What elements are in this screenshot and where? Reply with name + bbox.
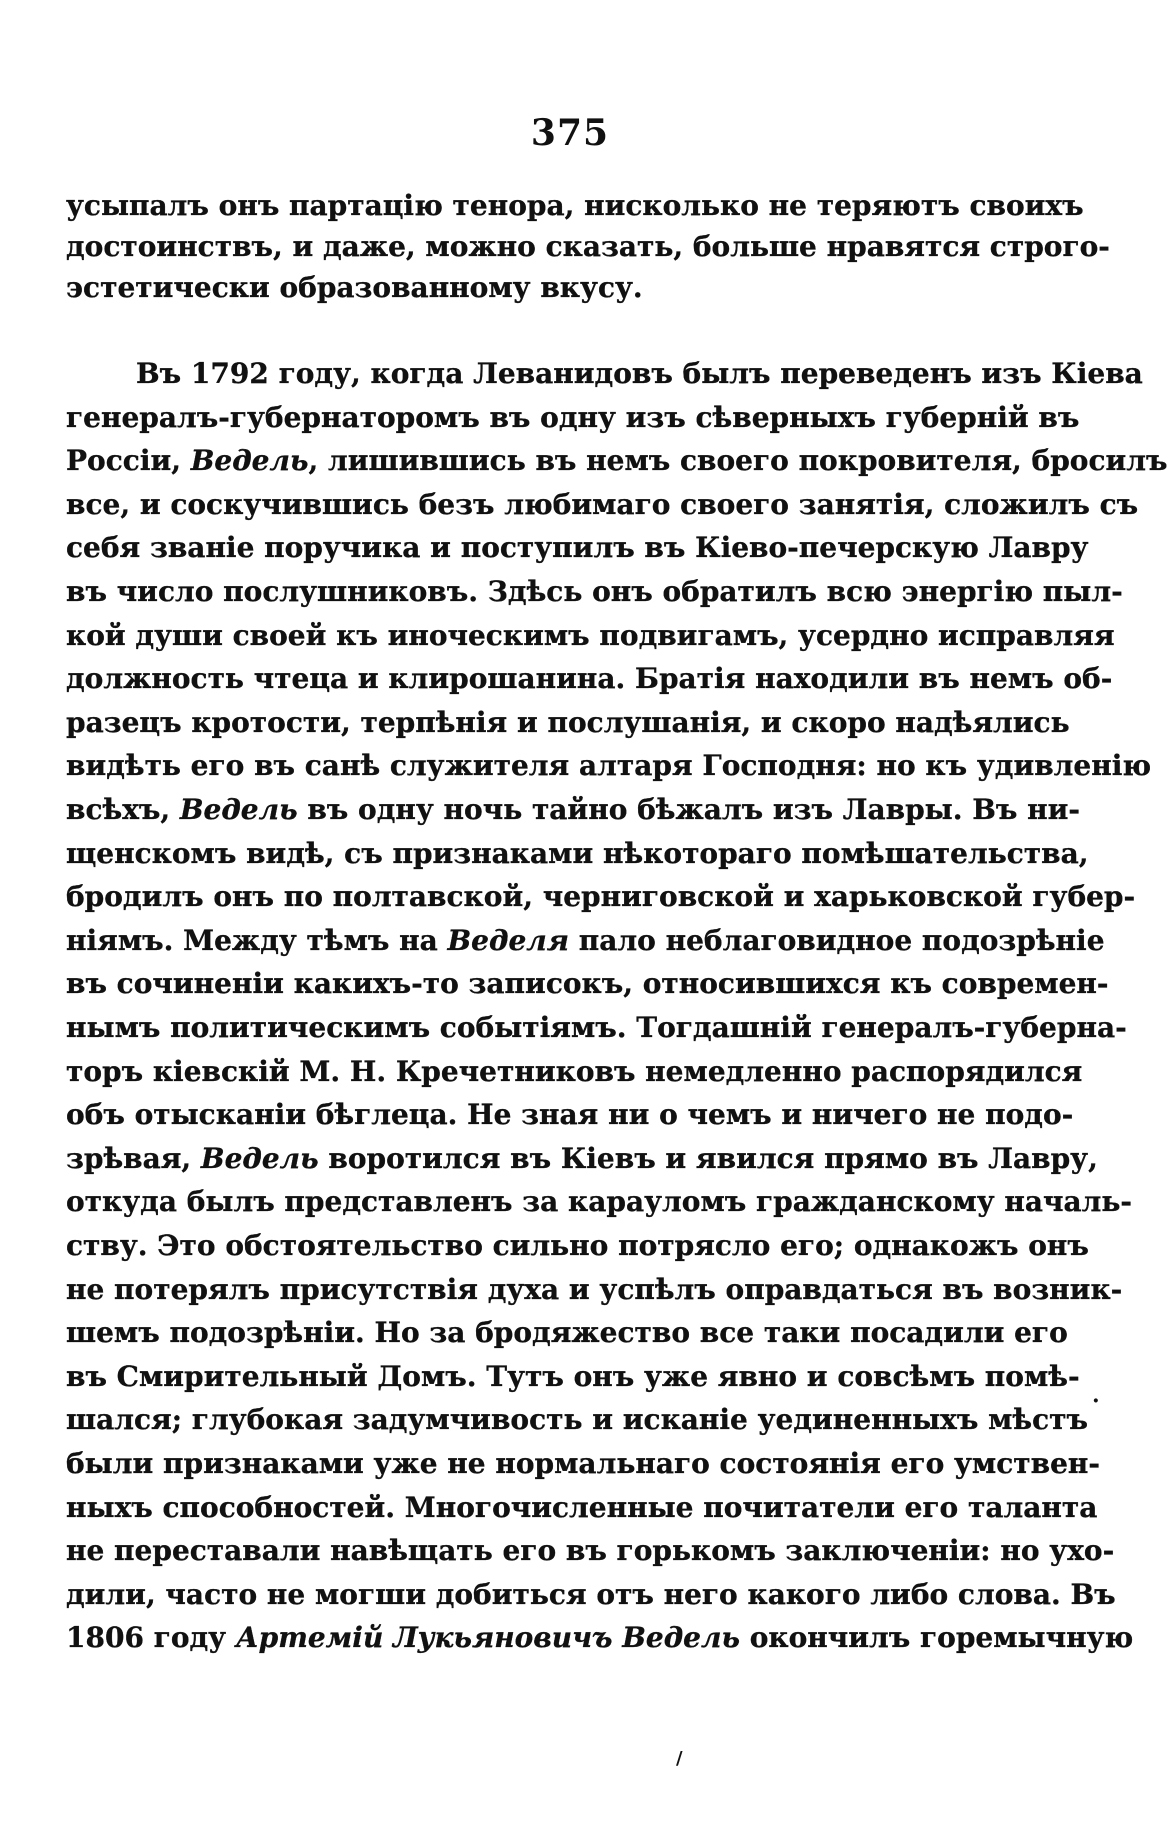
text-line: Россіи, Ведель, лишившись въ немъ своего покровителя, бросилъ bbox=[66, 444, 1168, 478]
text-line: ству. Это обстоятельство сильно потрясло его; однакожъ онъ bbox=[66, 1229, 1089, 1262]
text-line: должность чтеца и клирошанина. Братія находили въ немъ об- bbox=[66, 662, 1113, 696]
text-line: бродилъ онъ по полтавской, черниговской и харьковской губер- bbox=[66, 880, 1136, 914]
margin-mark: · bbox=[1092, 1388, 1100, 1414]
page-number: 375 bbox=[530, 112, 610, 154]
text-line: видѣть его въ санѣ служителя алтаря Господня: но къ удивленію bbox=[66, 749, 1152, 783]
stray-mark: / bbox=[676, 1748, 683, 1769]
text-line: 1806 году Артемій Лукьяновичъ Ведель окончилъ горемычную bbox=[66, 1621, 1134, 1655]
text-line: торъ кіевскій М. Н. Кречетниковъ немедленно распорядился bbox=[66, 1054, 1083, 1088]
text-line: всѣхъ, Ведель въ одну ночь тайно бѣжалъ изъ Лавры. Въ ни- bbox=[66, 793, 1081, 826]
text-line: Въ 1792 году, когда Леванидовъ былъ переведенъ изъ Кіева bbox=[136, 357, 1143, 390]
text-line: шался; глубокая задумчивость и исканіе уединенныхъ мѣстъ bbox=[66, 1403, 1088, 1437]
text-line: разецъ кротости, терпѣнія и послушанія, и скоро надѣялись bbox=[66, 705, 1070, 739]
text-line: эстетически образованному вкусу. bbox=[66, 271, 643, 304]
text-line: щенскомъ видѣ, съ признаками нѣкотораго помѣшательства, bbox=[66, 836, 1089, 870]
text-line: генералъ-губернаторомъ въ одну изъ сѣверныхъ губерній въ bbox=[66, 400, 1080, 434]
text-line: все, и соскучившись безъ любимаго своего занятія, сложилъ съ bbox=[66, 487, 1139, 521]
text-line: усыпалъ онъ партацію тенора, нисколько не теряютъ своихъ bbox=[66, 189, 1084, 222]
text-line: откуда былъ представленъ за карауломъ гражданскому началь- bbox=[66, 1185, 1133, 1219]
text-line: шемъ подозрѣніи. Но за бродяжество все таки посадили его bbox=[66, 1316, 1068, 1350]
text-line: не потерялъ присутствія духа и успѣлъ оправдаться въ возник- bbox=[66, 1272, 1123, 1306]
text-line: себя званіе поручика и поступилъ въ Кіево-печерскую Лавру bbox=[66, 531, 1089, 565]
text-line: въ число послушниковъ. Здѣсь онъ обратилъ всю энергію пыл- bbox=[66, 575, 1123, 608]
text-line: зрѣвая, Ведель воротился въ Кіевъ и явился прямо въ Лавру, bbox=[66, 1141, 1098, 1175]
text-line: въ сочиненіи какихъ-то записокъ, относившихся къ современ- bbox=[66, 967, 1109, 1001]
text-line: дили, часто не могши добиться отъ него какого либо слова. Въ bbox=[66, 1577, 1116, 1611]
text-line: нымъ политическимъ событіямъ. Тогдашній генералъ-губерна- bbox=[66, 1011, 1127, 1044]
text-line: въ Смирительный Домъ. Тутъ онъ уже явно и совсѣмъ помѣ- bbox=[66, 1359, 1080, 1393]
text-line: ніямъ. Между тѣмъ на Веделя пало неблаговидное подозрѣніе bbox=[66, 923, 1105, 957]
text-line: ныхъ способностей. Многочисленные почитатели его таланта bbox=[66, 1490, 1098, 1524]
text-line: достоинствъ, и даже, можно сказать, больше нравятся строго- bbox=[66, 230, 1110, 263]
text-line: не переставали навѣщать его въ горькомъ заключеніи: но ухо- bbox=[66, 1534, 1115, 1568]
text-line: были признаками уже не нормальнаго состоянія его умствен- bbox=[66, 1447, 1101, 1480]
text-line: объ отысканіи бѣглеца. Не зная ни о чемъ и ничего не подо- bbox=[66, 1098, 1074, 1132]
text-line: кой души своей къ иноческимъ подвигамъ, усердно исправляя bbox=[66, 618, 1115, 652]
